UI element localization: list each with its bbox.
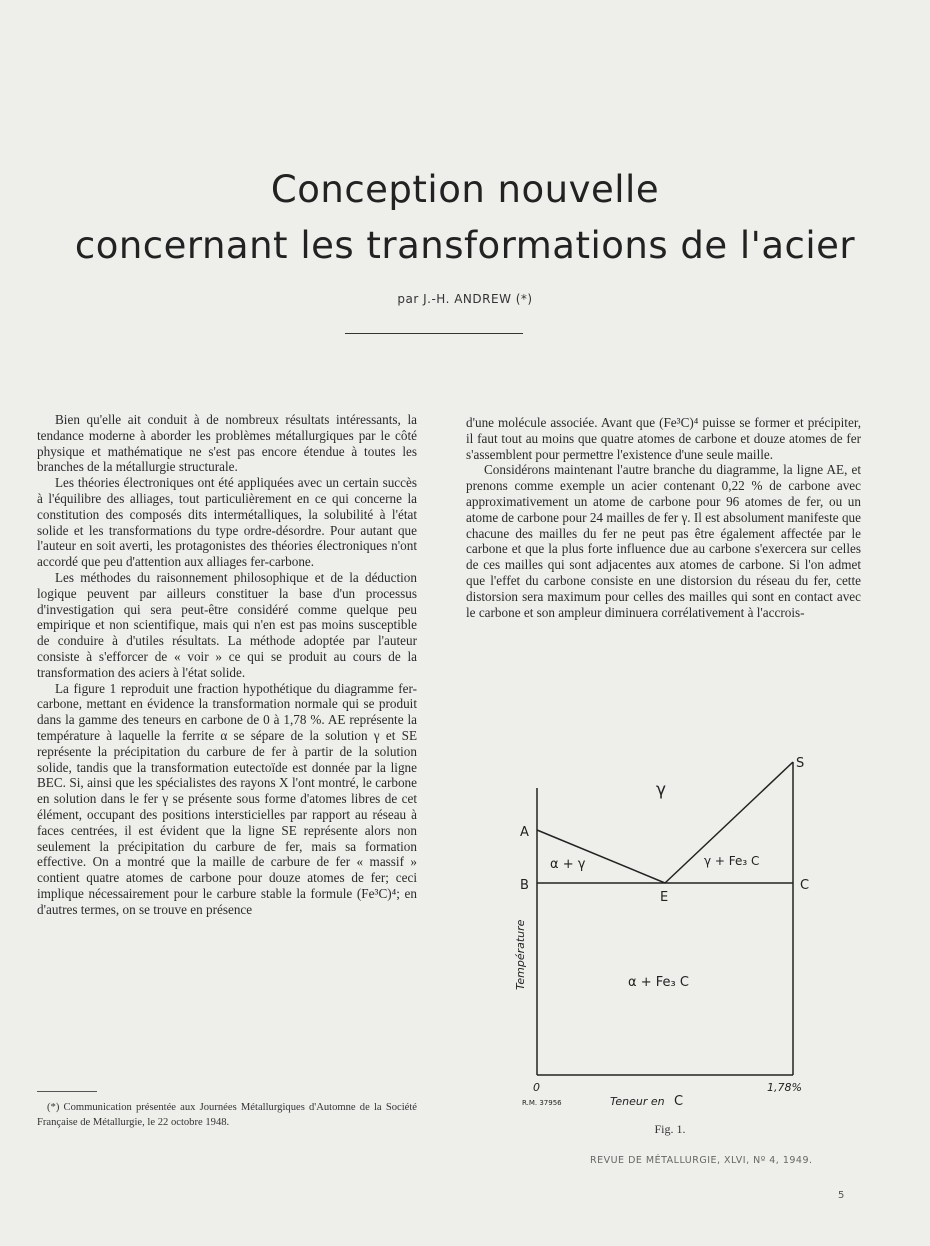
journal-footer: REVUE DE MÉTALLURGIE, XLVI, Nº 4, 1949. — [590, 1155, 813, 1166]
region-alpha-fe3c: α + Fe₃ C — [628, 975, 689, 990]
paragraph: Considérons maintenant l'autre branche du diagramme, la ligne AE, et prenons comme exemple un acier contenant 0,22 % de carbone avec approximativement un atome de carbone pour 96 atomes de fer, ou un atome de carbone pour 24 mailles de fer γ. Il est absolument manifeste que chacune des mailles du fer ne peut pas être également affectée par le carbone et que la plus forte influence due au carbone s'exercera sur celles de ces mailles qui sont adjacentes aux atomes de carbone. Si l'on admet que l'effet du carbone consiste en une distorsion du réseau du fer, cette distorsion sera maximum pour celles des mailles qui sont en contact avec le carbone et son ampleur diminuera corrélativement à l'accrois- — [466, 462, 861, 620]
author-line: par J.-H. ANDREW (*) — [397, 292, 533, 306]
figure-caption: Fig. 1. — [654, 1122, 686, 1136]
y-axis-label: Température — [514, 919, 527, 990]
page-number: 5 — [838, 1190, 845, 1201]
x-end-label: 1,78% — [767, 1081, 802, 1094]
paragraph: d'une molécule associée. Avant que (Fe³C)⁴ puisse se former et précipiter, il faut tout au moins que quatre atomes de carbone et douze atomes de fer s'assemblent pour permettre l'existence d'une seule maille. — [466, 415, 861, 462]
label-A: A — [520, 825, 529, 840]
label-C: C — [800, 878, 810, 893]
region-gamma-fe3c: γ + Fe₃ C — [704, 854, 760, 868]
x-axis-label-element: C — [674, 1094, 684, 1109]
title-line-1: Conception nouvelle — [270, 168, 660, 211]
footnote-rule — [37, 1091, 97, 1092]
label-E: E — [660, 890, 669, 905]
region-gamma: γ — [656, 780, 667, 800]
figure-phase-diagram — [490, 750, 820, 1120]
left-column — [37, 412, 417, 918]
article-title — [0, 162, 930, 274]
x-start-label: 0 — [533, 1081, 540, 1094]
paragraph: Les méthodes du raisonnement philosophique et de la déduction logique peuvent par ailleurs constituer la base d'un processus d'investigation qui sera peut-être considéré comme quelque peu empirique et non scientifique, mais qui n'en est pas moins susceptible de conduire à d'utiles résultats. La méthode adoptée par l'auteur consiste à s'efforcer de « voir » ce qui se produit au cours de la transformation des aciers à l'état solide. — [37, 569, 417, 680]
figure-ref: R.M. 37956 — [522, 1099, 562, 1107]
title-line-2: concernant les transformations de l'acier — [74, 224, 856, 267]
title-rule — [345, 333, 523, 334]
x-axis-label: Teneur en — [610, 1095, 665, 1108]
paragraph: Les théories électroniques ont été appliquées avec un certain succès à l'équilibre des alliages, tout particulièrement en ce qui concerne la constitution des composés dits intermétalliques, la solubilité à l'état solide et les transformations du type ordre-désordre. Pour autant que l'auteur en soit averti, les protagonistes des théories électroniques n'ont accordé que peu d'attention aux alliages fer-carbone. — [37, 475, 417, 570]
label-S: S — [796, 756, 805, 771]
paragraph: Bien qu'elle ait conduit à de nombreux résultats intéressants, la tendance moderne à aborder les problèmes métallurgiques par le côté physique et mathématique ne s'est pas encore étendue à toutes les branches de la métallurgie structurale. — [37, 412, 417, 475]
phase-diagram-svg — [490, 750, 820, 1120]
footnote: (*) Communication présentée aux Journées Métallurgiques d'Automne de la Société Française de Métallurgie, le 22 octobre 1948. — [37, 1102, 417, 1128]
right-column — [466, 415, 861, 620]
paragraph: La figure 1 reproduit une fraction hypothétique du diagramme fer-carbone, mettant en évidence la transformation normale qui se produit dans la gamme des teneurs en carbone de 0 à 1,78 %. AE représente la température à laquelle la ferrite α se sépare de la solution γ et SE représente la précipitation du carbure de fer à partir de la solution solide, tandis que la transformation eutectoïde est donnée par la ligne BEC. Si, ainsi que les spécialistes des rayons X l'ont montré, le carbone en solution dans le fer γ se présente sous forme d'atomes libres de cet élément, occupant des positions intersticielles par rapport au réseau à faces centrées, il est évident que la ligne SE représente alors non seulement la précipitation du carbure de fer, mais sa formation effective. On a montré que la maille de carbure de fer « massif » contient quatre atomes de carbone pour douze atomes de fer; ceci implique nécessairement pour le carbure stable la formule (Fe³C)⁴; en d'autres termes, on se trouve en présence — [37, 680, 417, 917]
label-B: B — [520, 878, 529, 893]
region-alpha-gamma: α + γ — [550, 857, 586, 872]
